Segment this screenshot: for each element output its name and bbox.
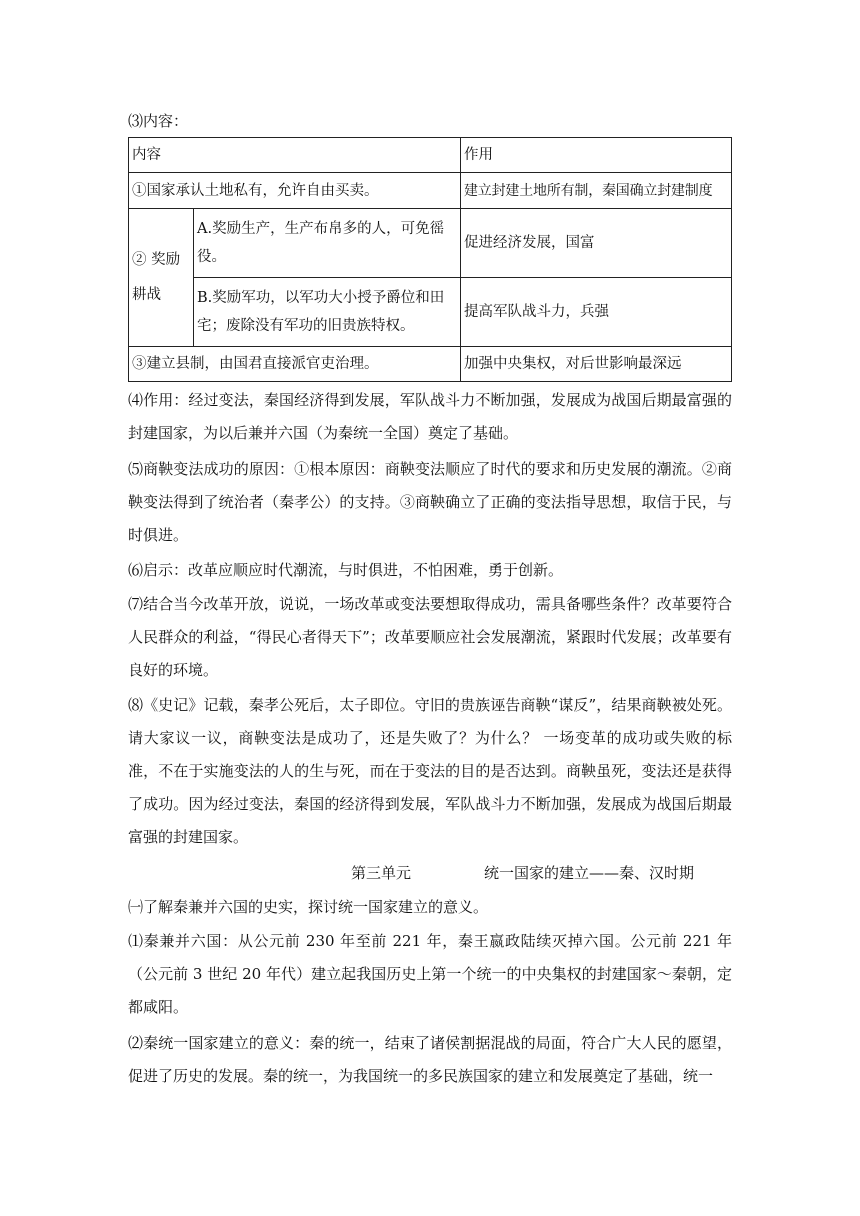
reform-content-table bbox=[128, 137, 732, 382]
table-cell-category: ② 奖励 耕战 bbox=[129, 209, 194, 347]
table-header-row bbox=[129, 138, 732, 173]
paragraph-shiji-record: ⑻《史记》记载，秦孝公死后，太子即位。守旧的贵族诬告商鞅“谋反”，结果商鞅被处死。请大家议一议，商鞅变法是成功了，还是失败了？为什么？ 一场变革的成功或失败的标准，不在于实施变法的人的生与死，而在于变法的目的是否达到。商鞅虽死，变法还是获得了成功。因为经过变法，秦国的经济得到发展，军队战斗力不断加强，发展成为战国后期最富强的封建国家。 bbox=[128, 696, 732, 846]
paragraph-effect: ⑷作用：经过变法，秦国经济得到发展，军队战斗力不断加强，发展成为战国后期最富强的封建国家，为以后兼并六国（为秦统一全国）奠定了基础。 bbox=[128, 391, 732, 442]
table-row bbox=[129, 278, 732, 347]
paragraph-inspiration: ⑹启示：改革应顺应时代潮流，与时俱进，不怕困难，勇于创新。 bbox=[128, 561, 564, 579]
paragraph-success-reasons: ⑸商鞅变法成功的原因：①根本原因：商鞅变法顺应了时代的要求和历史发展的潮流。②商鞅变法得到了统治者（秦孝公）的支持。③商鞅确立了正确的变法指导思想，取信于民，与时俱进。 bbox=[128, 460, 732, 544]
section-heading-content: ⑶内容： bbox=[128, 112, 189, 130]
table-header-content: 内容 bbox=[129, 138, 461, 173]
table-header-effect: 作用 bbox=[461, 138, 732, 173]
table-row bbox=[129, 347, 732, 382]
table-cell-effect: 加强中央集权，对后世影响最深远 bbox=[461, 347, 732, 382]
table-cell-content: B.奖励军功，以军功大小授予爵位和田宅；废除没有军功的旧贵族特权。 bbox=[194, 278, 461, 347]
unit-title-number: 第三单元 bbox=[351, 864, 412, 882]
paragraph-unification-significance: ⑵秦统一国家建立的意义：秦的统一，结束了诸侯割据混战的局面，符合广大人民的愿望，促进了历史的发展。秦的统一，为我国统一的多民族国家的建立和发展奠定了基础，统一 bbox=[128, 1034, 732, 1085]
unit-title-name: 统一国家的建立——秦、汉时期 bbox=[484, 864, 695, 882]
paragraph-reform-conditions: ⑺结合当今改革开放，说说，一场改革或变法要想取得成功，需具备哪些条件？改革要符合人民群众的利益，“得民心者得天下”；改革要顺应社会发展潮流，紧跟时代发展；改革要有良好的环境。 bbox=[128, 595, 732, 679]
table-cell-effect: 提高军队战斗力，兵强 bbox=[461, 278, 732, 347]
table-cell-content: ①国家承认土地私有，允许自由买卖。 bbox=[129, 173, 461, 209]
table-cell-effect: 促进经济发展，国富 bbox=[461, 209, 732, 278]
table-cell-effect: 建立封建土地所有制，秦国确立封建制度 bbox=[461, 173, 732, 209]
paragraph-goal: ㈠了解秦兼并六国的史实，探讨统一国家建立的意义。 bbox=[128, 898, 489, 916]
table-row bbox=[129, 173, 732, 209]
table-row bbox=[129, 209, 732, 278]
paragraph-qin-unification: ⑴秦兼并六国：从公元前 230 年至前 221 年，秦王嬴政陆续灭掉六国。公元前 221 年（公元前 3 世纪 20 年代）建立起我国历史上第一个统一的中央集权的封建国家～秦朝，定都咸阳。 bbox=[128, 932, 732, 1016]
table-cell-content: ③建立县制，由国君直接派官吏治理。 bbox=[129, 347, 461, 382]
table-cell-content: A.奖励生产，生产布帛多的人，可免徭役。 bbox=[194, 209, 461, 278]
unit-title bbox=[128, 857, 732, 890]
